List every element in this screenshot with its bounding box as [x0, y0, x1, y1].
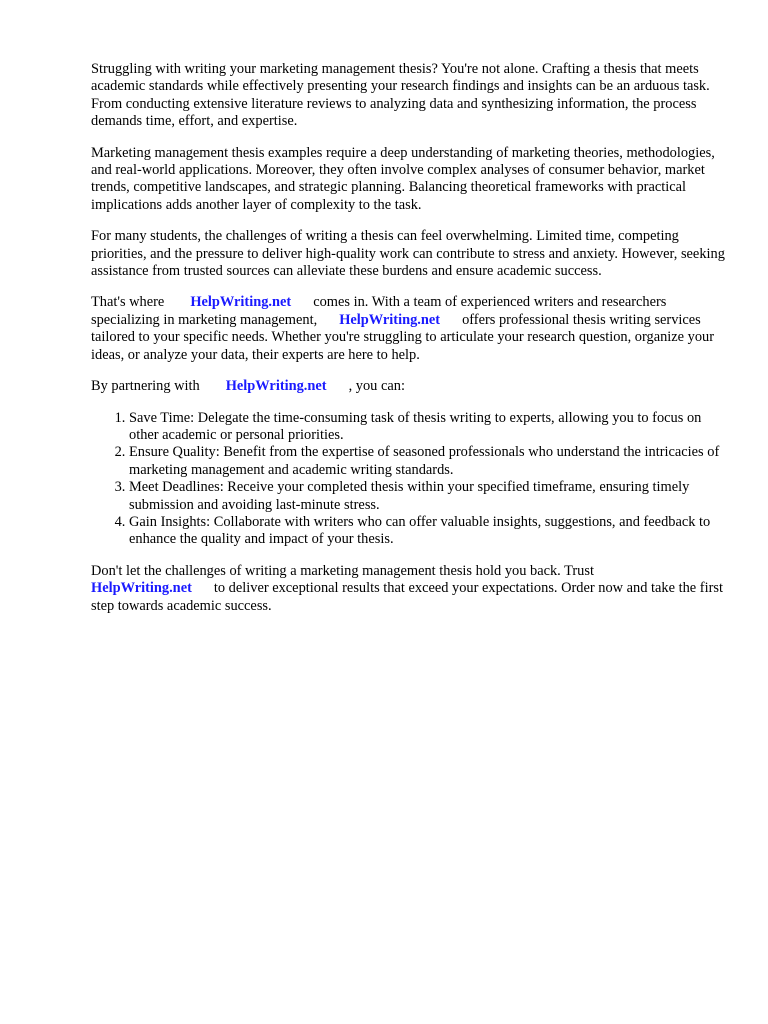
- list-item: 3. Meet Deadlines: Receive your completed thesis within your specified timeframe, ensuring timely submission and avoiding last-minute stress.: [129, 479, 731, 514]
- helpwriting-link-2[interactable]: HelpWriting.net: [339, 311, 441, 328]
- challenges-paragraph: For many students, the challenges of writing a thesis can feel overwhelming. Limited time, competing priorities, and the pressure to deliver high-quality work can contribute to stress and anxiety. However, seeking assistance from trusted sources can alleviate these burdens and ensure academic success.: [91, 228, 725, 280]
- closing-text-tail: to deliver exceptional results that exceed your expectations. Order now and take the first step towards academic success.: [91, 580, 723, 614]
- closing-text-lead: Don't let the challenges of writing a marketing management thesis hold you back. Trust: [91, 562, 594, 579]
- helpwriting-link-1[interactable]: HelpWriting.net: [190, 294, 292, 311]
- list-item: 1. Save Time: Delegate the time-consuming task of thesis writing to experts, allowing you to focus on other academic or personal priorities.: [129, 410, 731, 445]
- helpwriting-link-3[interactable]: HelpWriting.net: [225, 378, 327, 395]
- partnering-text-tail: , you can:: [348, 378, 405, 395]
- intro-paragraph: Struggling with writing your marketing management thesis? You're not alone. Crafting a thesis that meets academic standards while effectively presenting your research findings and insights can be an arduous task. From conducting extensive literature reviews to analyzing data and synthesizing information, the process demands time, effort, and expertise.: [91, 61, 710, 130]
- service-text-tail: offers professional thesis writing services tailored to your specific needs. Whether you're struggling to articulate your research question, organize your ideas, or analyze your data, their experts are here to help.: [91, 311, 715, 363]
- benefits-list: [91, 410, 731, 549]
- document-page: [91, 61, 731, 629]
- partnering-paragraph: [91, 378, 731, 395]
- list-item: 2. Ensure Quality: Benefit from the expertise of seasoned professionals who understand the intricacies of marketing management and academic writing standards.: [129, 444, 731, 479]
- partnering-text-lead: By partnering with: [91, 378, 200, 395]
- list-item: 4. Gain Insights: Collaborate with writers who can offer valuable insights, suggestions, and feedback to enhance the quality and impact of your thesis.: [129, 514, 731, 549]
- helpwriting-link-4[interactable]: HelpWriting.net: [91, 580, 192, 597]
- service-text-middle: comes in. With a team of experienced writers and researchers specializing in marketing management,: [91, 294, 667, 328]
- service-paragraph: [91, 294, 731, 364]
- closing-paragraph: [91, 563, 731, 615]
- examples-paragraph: Marketing management thesis examples require a deep understanding of marketing theories, methodologies, and real-world applications. Moreover, they often involve complex analyses of consumer behavior, market trends, competitive landscapes, and strategic planning. Balancing theoretical frameworks with practical implications adds another layer of complexity to the task.: [91, 144, 715, 213]
- service-text-lead: That's where: [91, 294, 165, 311]
